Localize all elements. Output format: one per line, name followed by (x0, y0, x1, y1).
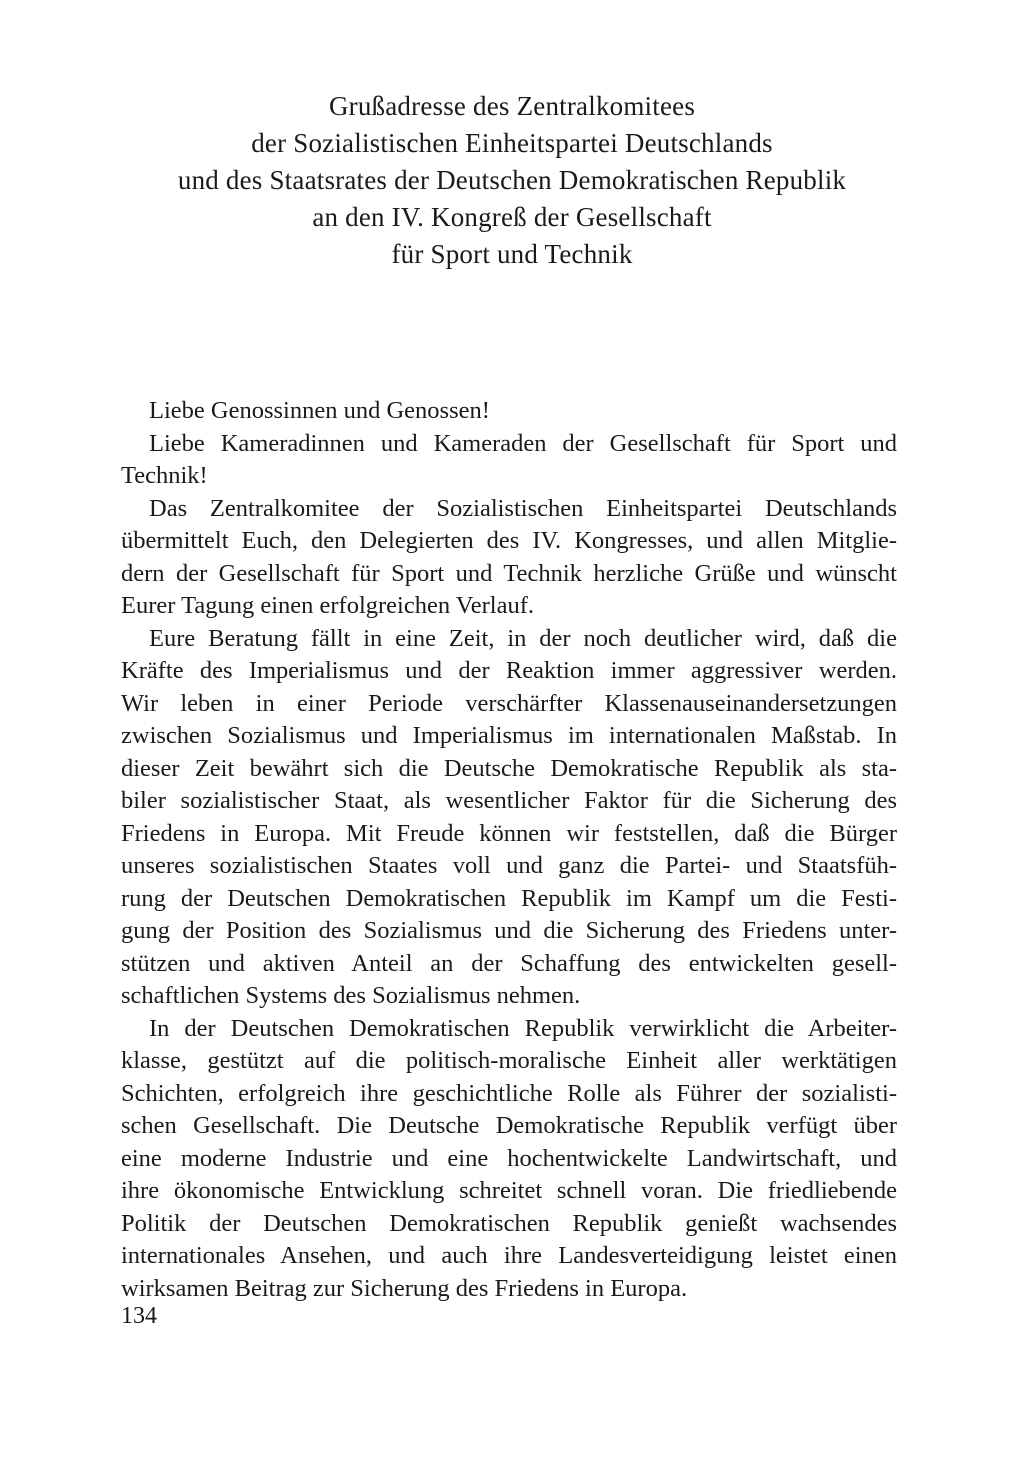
text-line: eine moderne Industrie und eine hochentwickelte Landwirtschaft, und (121, 1144, 897, 1172)
body-text (121, 395, 897, 1305)
text-line: stützen und aktiven Anteil an der Schaffung des entwickelten gesell- (121, 949, 897, 977)
text-line: Politik der Deutschen Demokratischen Republik genießt wachsendes (121, 1209, 897, 1237)
title-line: an den IV. Kongreß der Gesellschaft (312, 202, 712, 232)
paragraph-greeting (121, 493, 897, 623)
text-line: wirksamen Beitrag zur Sicherung des Friedens in Europa. (121, 1274, 688, 1302)
text-line: ihre ökonomische Entwicklung schreitet schnell voran. Die friedliebende (121, 1177, 897, 1204)
paragraph-situation (121, 623, 897, 1013)
text-line: Eurer Tagung einen erfolgreichen Verlauf. (121, 592, 535, 619)
title-line: und des Staatsrates der Deutschen Demokratischen Republik (177, 165, 847, 195)
salutation-comrades (121, 395, 897, 428)
text-line: Kräfte des Imperialismus und der Reaktion immer aggressiver werden. (121, 657, 897, 684)
text-line: Liebe Kameradinnen und Kameraden der Gesellschaft für Sport und (149, 429, 897, 457)
document-title (0, 88, 1024, 273)
text-line: Liebe Genossinnen und Genossen! (149, 397, 490, 424)
text-line: Friedens in Europa. Mit Freude können wir feststellen, daß die Bürger (121, 819, 897, 847)
text-line: zwischen Sozialismus und Imperialismus im internationalen Maßstab. In (121, 722, 897, 749)
text-line: Das Zentralkomitee der Sozialistischen Einheitspartei Deutschlands (149, 494, 897, 522)
title-line: Grußadresse des Zentralkomitees (328, 91, 696, 121)
text-line: gung der Position des Sozialismus und die Sicherung des Friedens unter- (121, 917, 897, 944)
text-line: Schichten, erfolgreich ihre geschichtliche Rolle als Führer der sozialisti- (121, 1079, 897, 1107)
text-line: rung der Deutschen Demokratischen Republik im Kampf um die Festi- (121, 884, 897, 912)
text-line: biler sozialistischer Staat, als wesentlicher Faktor für die Sicherung des (121, 787, 897, 814)
text-line: klasse, gestützt auf die politisch-moralische Einheit aller werktätigen (121, 1047, 897, 1074)
text-line: dieser Zeit bewährt sich die Deutsche Demokratische Republik als sta- (121, 754, 897, 782)
text-line: Technik! (121, 462, 208, 489)
paragraph-republic (121, 1013, 897, 1306)
text-line: In der Deutschen Demokratischen Republik verwirklicht die Arbeiter- (149, 1014, 897, 1042)
title-line: für Sport und Technik (391, 239, 633, 269)
text-line: dern der Gesellschaft für Sport und Technik herzliche Grüße und wünscht (121, 559, 897, 587)
text-line: übermittelt Euch, den Delegierten des IV. Kongresses, und allen Mitglie- (121, 527, 897, 554)
salutation-members (121, 428, 897, 493)
text-line: internationales Ansehen, und auch ihre Landesverteidigung leistet einen (121, 1242, 897, 1269)
text-line: Eure Beratung fällt in eine Zeit, in der noch deutlicher wird, daß die (149, 624, 897, 652)
text-line: unseres sozialistischen Staates voll und ganz die Partei- und Staatsfüh- (121, 852, 897, 879)
page-number: 134 (121, 1303, 157, 1329)
text-line: Wir leben in einer Periode verschärfter Klassenauseinandersetzungen (121, 689, 897, 717)
title-line: der Sozialistischen Einheitspartei Deutschlands (251, 128, 773, 158)
text-line: schaftlichen Systems des Sozialismus nehmen. (121, 982, 581, 1009)
text-line: schen Gesellschaft. Die Deutsche Demokratische Republik verfügt über (121, 1112, 897, 1139)
